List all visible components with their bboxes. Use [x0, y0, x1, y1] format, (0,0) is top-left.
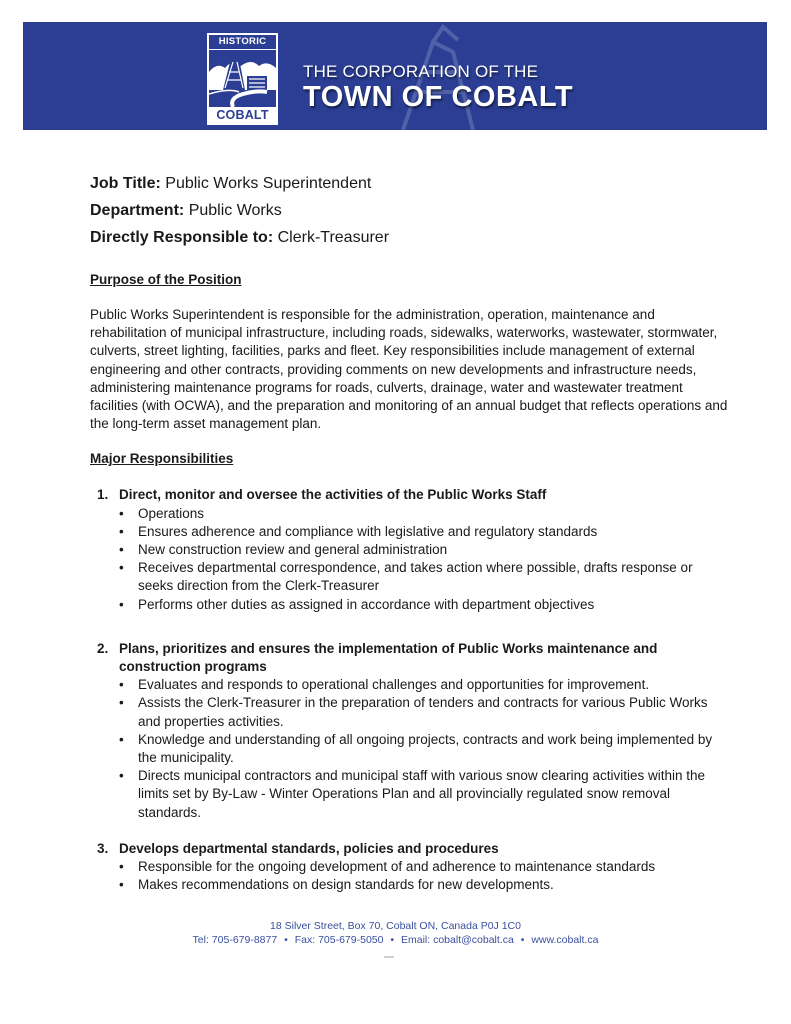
bullet-icon: • — [119, 695, 124, 711]
department-label: Department: — [90, 202, 185, 219]
department-value: Public Works — [188, 202, 282, 219]
bullet-item: • Knowledge and understanding of all ongoing projects, contracts and work being implemented by the municipality. — [119, 731, 713, 766]
bullet-item: • Evaluates and responds to operational challenges and opportunities for improvement. — [119, 676, 730, 694]
responsibility-item — [90, 486, 730, 613]
separator-dot-icon: • — [284, 934, 288, 946]
footer-email[interactable]: Email: cobalt@cobalt.ca — [401, 934, 514, 946]
footer-website[interactable]: www.cobalt.ca — [531, 934, 599, 946]
logo-top-text: HISTORIC — [209, 35, 276, 49]
responsibility-item — [90, 840, 730, 895]
job-description — [90, 170, 730, 894]
bullet-item: • Assists the Clerk-Treasurer in the preparation of tenders and contracts for various Public Works and properties activities. — [119, 695, 708, 729]
organization-title-line1: THE CORPORATION OF THE — [303, 62, 539, 81]
bullet-item: • Ensures adherence and compliance with legislative and regulatory standards — [119, 523, 730, 541]
bullet-icon: • — [119, 596, 124, 612]
bullet-icon: • — [119, 560, 124, 576]
logo-bottom-text: COBALT — [216, 108, 269, 122]
page-mark — [384, 956, 394, 958]
reports-to-value: Clerk-Treasurer — [277, 229, 390, 246]
bullet-item: • Responsible for the ongoing development of and adherence to maintenance standards — [119, 858, 730, 876]
bullet-icon: • — [119, 505, 124, 521]
historic-cobalt-logo — [207, 33, 278, 125]
separator-dot-icon: • — [390, 934, 395, 946]
bullet-icon: • — [119, 677, 124, 693]
footer-address: 18 Silver Street, Box 70, Cobalt ON, Canada P0J 1C0 — [270, 920, 521, 932]
bullet-item: • Operations — [119, 505, 730, 523]
reports-to-label: Directly Responsible to: — [90, 229, 274, 246]
bullet-icon: • — [119, 859, 124, 875]
department-field — [90, 197, 730, 224]
responsibility-item — [90, 640, 730, 822]
footer-contact-line — [0, 933, 791, 947]
job-title-label: Job Title: — [90, 175, 161, 192]
bullet-icon: • — [119, 523, 124, 539]
bullet-list — [119, 858, 730, 894]
bullet-item: • Performs other duties as assigned in accordance with department objectives — [119, 596, 730, 614]
responsibility-title: Direct, monitor and oversee the activities of the Public Works Staff — [119, 487, 547, 503]
bullet-icon: • — [119, 731, 124, 747]
responsibilities-list — [90, 486, 730, 894]
bullet-item: • Directs municipal contractors and municipal staff with various snow clearing activities within the limits set by By-Law - Winter Operations Plan and all provincially regulated snow removal standards. — [119, 768, 705, 820]
footer-tel: Tel: 705-679-8877 — [192, 934, 278, 946]
responsibility-number: 2. — [97, 640, 109, 656]
responsibility-title: Develops departmental standards, policies and procedures — [119, 840, 499, 856]
responsibilities-heading: Major Responsibilities — [90, 451, 234, 467]
header-banner — [23, 22, 767, 130]
footer-fax: Fax: 705-679-5050 — [294, 934, 384, 946]
reports-to-field — [90, 224, 730, 251]
separator-dot-icon: • — [520, 934, 525, 946]
bullet-list — [119, 505, 730, 614]
purpose-text: Public Works Superintendent is responsible for the administration, operation, maintenance and rehabilitation of municipal infrastructure, including roads, sidewalks, waterworks, wastewater, stormwater, culverts, street lighting, facilities, parks and fleet. Key responsibilities include management of external engineering and other contracts, providing comments on new developments and infrastructure needs, administering maintenance programs for roads, culverts, drainage, water and wastewater treatment facilities (with OCWA), and the preparation and monitoring of an annual budget that reflects operations and the long-term asset management plan. — [90, 307, 728, 432]
footer-contact — [0, 919, 791, 947]
responsibility-title: Plans, prioritizes and ensures the implementation of Public Works maintenance and construction programs — [119, 640, 658, 675]
organization-title — [303, 62, 573, 112]
bullet-icon: • — [119, 542, 124, 558]
organization-title-line2: TOWN OF COBALT — [303, 81, 574, 113]
bullet-item: • Makes recommendations on design standards for new developments. — [119, 876, 730, 894]
responsibility-number: 1. — [97, 487, 109, 503]
bullet-icon: • — [119, 877, 124, 893]
bullet-item: • Receives departmental correspondence, and takes action where possible, drafts response or seeks direction from the Clerk-Treasurer — [119, 560, 693, 594]
bullet-item: • New construction review and general administration — [119, 541, 730, 559]
job-title-field — [90, 170, 730, 197]
bullet-icon: • — [119, 768, 124, 784]
responsibility-number: 3. — [97, 840, 109, 856]
job-title-value: Public Works Superintendent — [165, 175, 372, 192]
purpose-heading: Purpose of the Position — [90, 272, 242, 287]
logo-scene-icon — [209, 50, 276, 107]
bullet-list — [119, 676, 730, 822]
